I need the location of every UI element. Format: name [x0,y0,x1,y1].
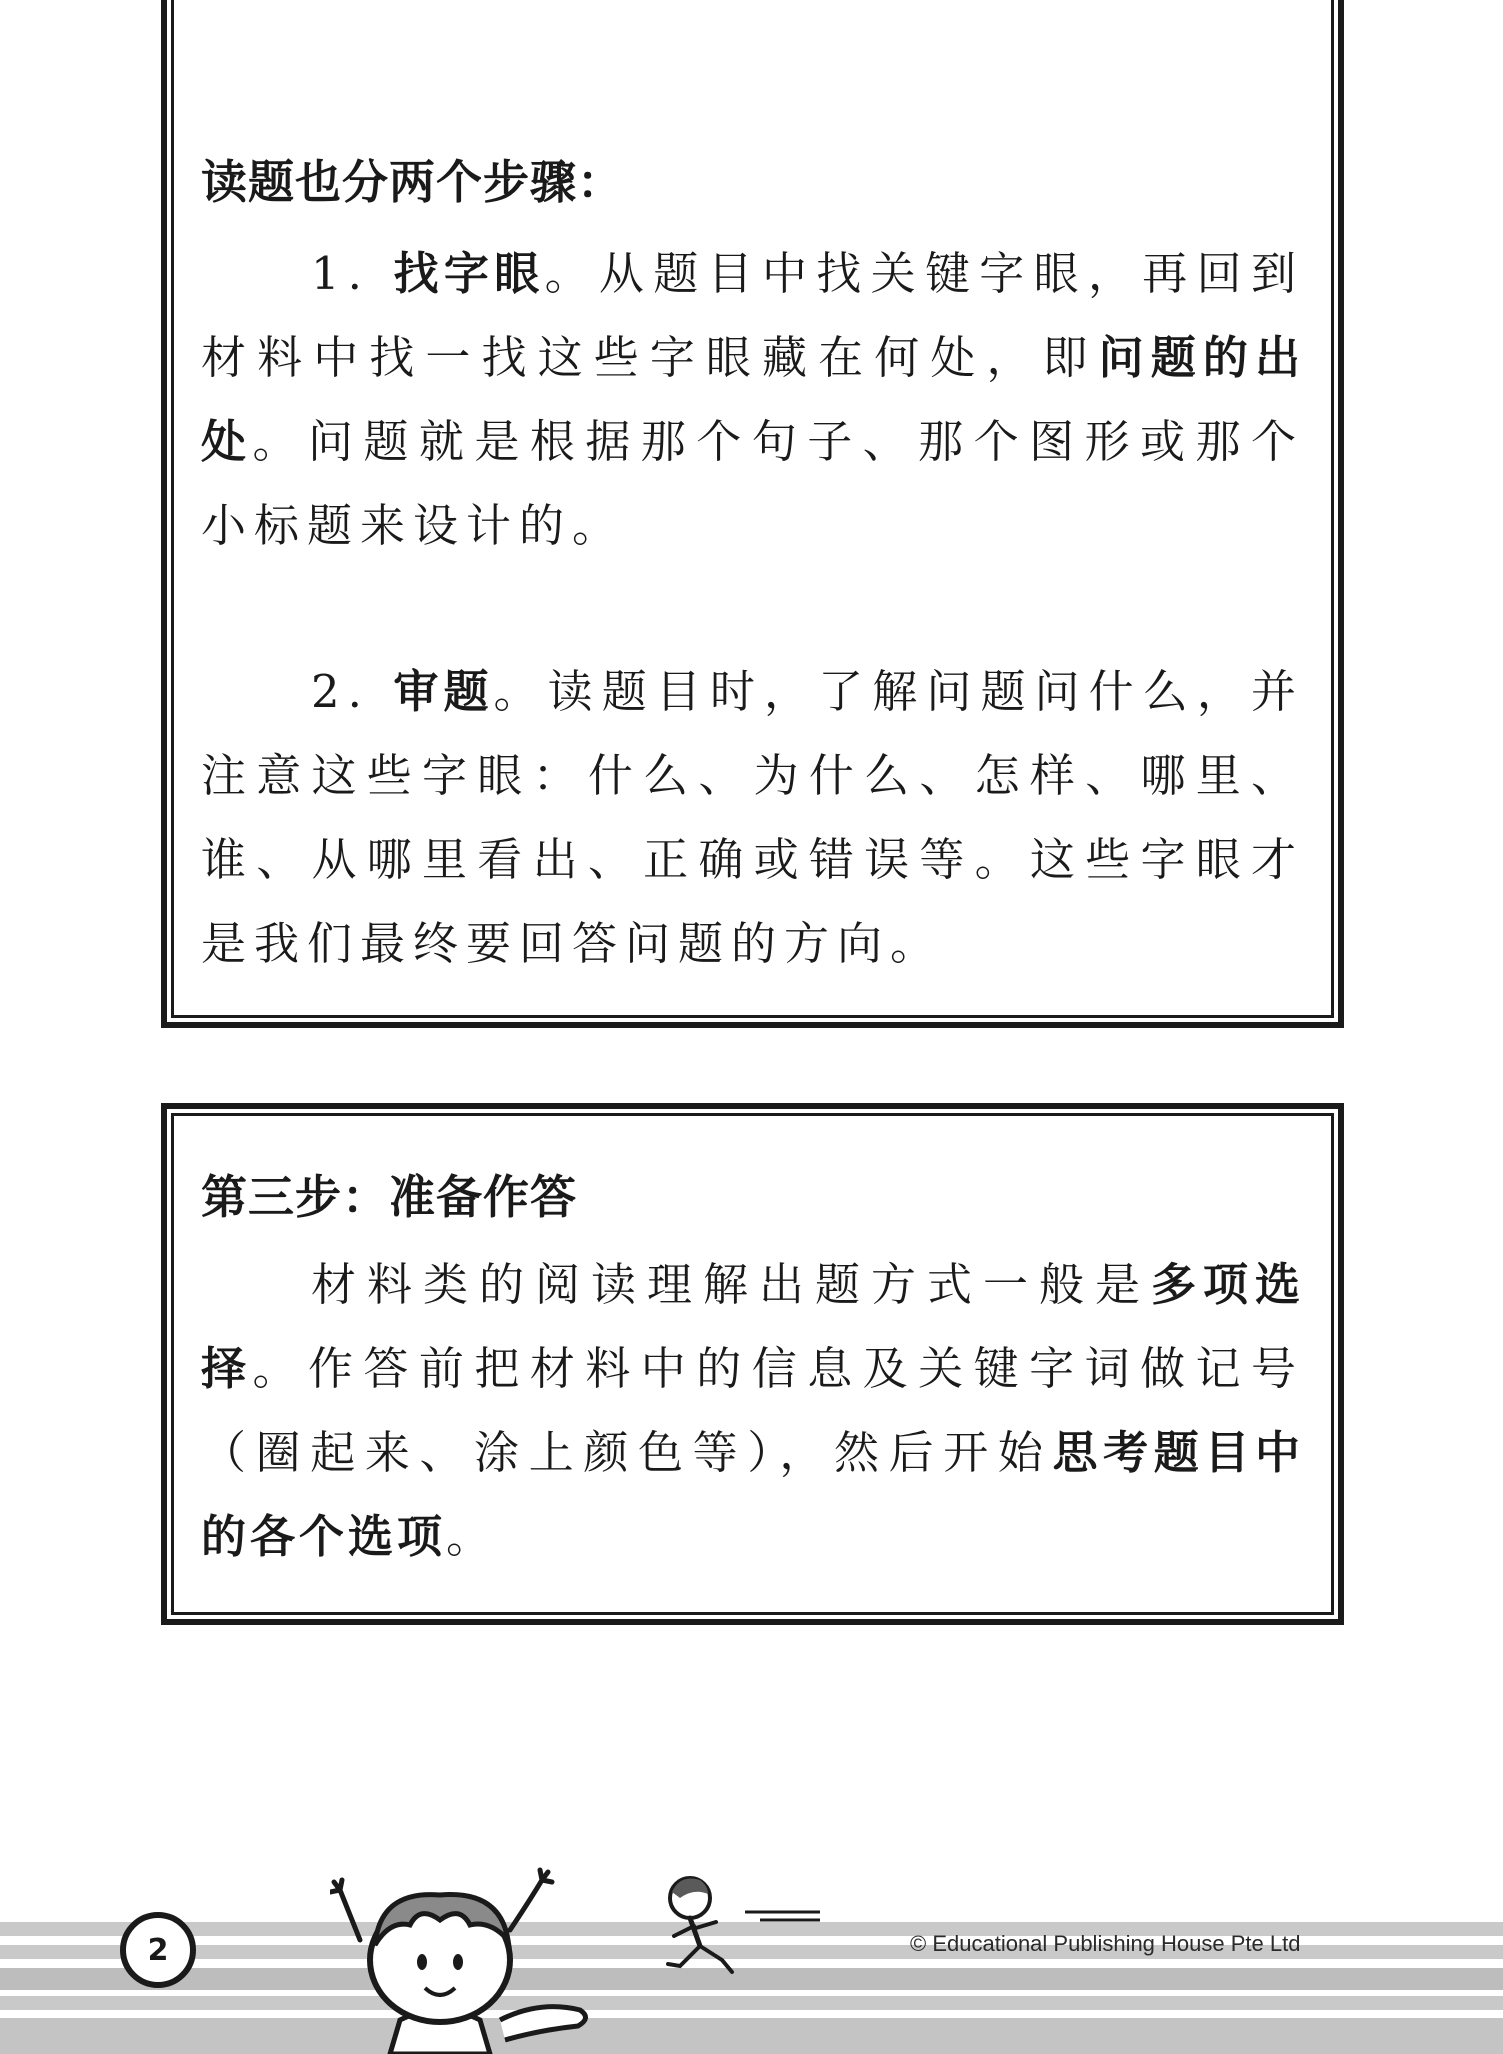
page-number-badge: 2 [120,1912,196,1988]
step-find-keywords [201,232,1304,568]
step-three-box [161,1103,1344,1625]
footer-stripe [0,2018,1503,2054]
step-three-heading: 第三步：准备作答 [201,1170,577,1224]
reading-steps-box [161,0,1344,1028]
step-text: 。问题就是根据那个句子、那个图形或那个小标题来设计的。 [201,415,1304,552]
step-number: 2. [311,665,394,718]
step-examine-question [201,650,1304,986]
step-text: 。作答前把材料中的信息及关键字词做记号（圈起来、涂上颜色等），然后开始 [201,1342,1304,1479]
step-three-text [201,1243,1304,1579]
bold-term: 思考题目中的各个选项 [201,1426,1304,1563]
step-text: 。 [446,1510,500,1563]
reading-steps-heading: 读题也分两个步骤： [201,155,624,209]
cheering-boy-illustration [330,1850,610,2054]
bold-term: 问题的出处 [201,331,1304,468]
copyright-text: © Educational Publishing House Pte Ltd [910,1931,1301,1956]
bold-term: 多项选择 [201,1258,1304,1395]
step-text: 。读题目时，了解问题问什么，并注意这些字眼：什么、为什么、怎样、哪里、谁、从哪里看出、正确或错误等。这些字眼才是我们最终要回答问题的方向。 [201,665,1304,970]
footer-stripe [0,1996,1503,2010]
bold-term: 审题 [393,665,494,718]
step-text: 。从题目中找关键字眼，再回到材料中找一找这些字眼藏在何处，即 [201,247,1304,384]
bold-term: 找字眼 [393,247,545,300]
running-boy-illustration [650,1870,850,1980]
step-text: 材料类的阅读理解出题方式一般是 [311,1258,1151,1311]
step-number: 1. [311,247,394,300]
